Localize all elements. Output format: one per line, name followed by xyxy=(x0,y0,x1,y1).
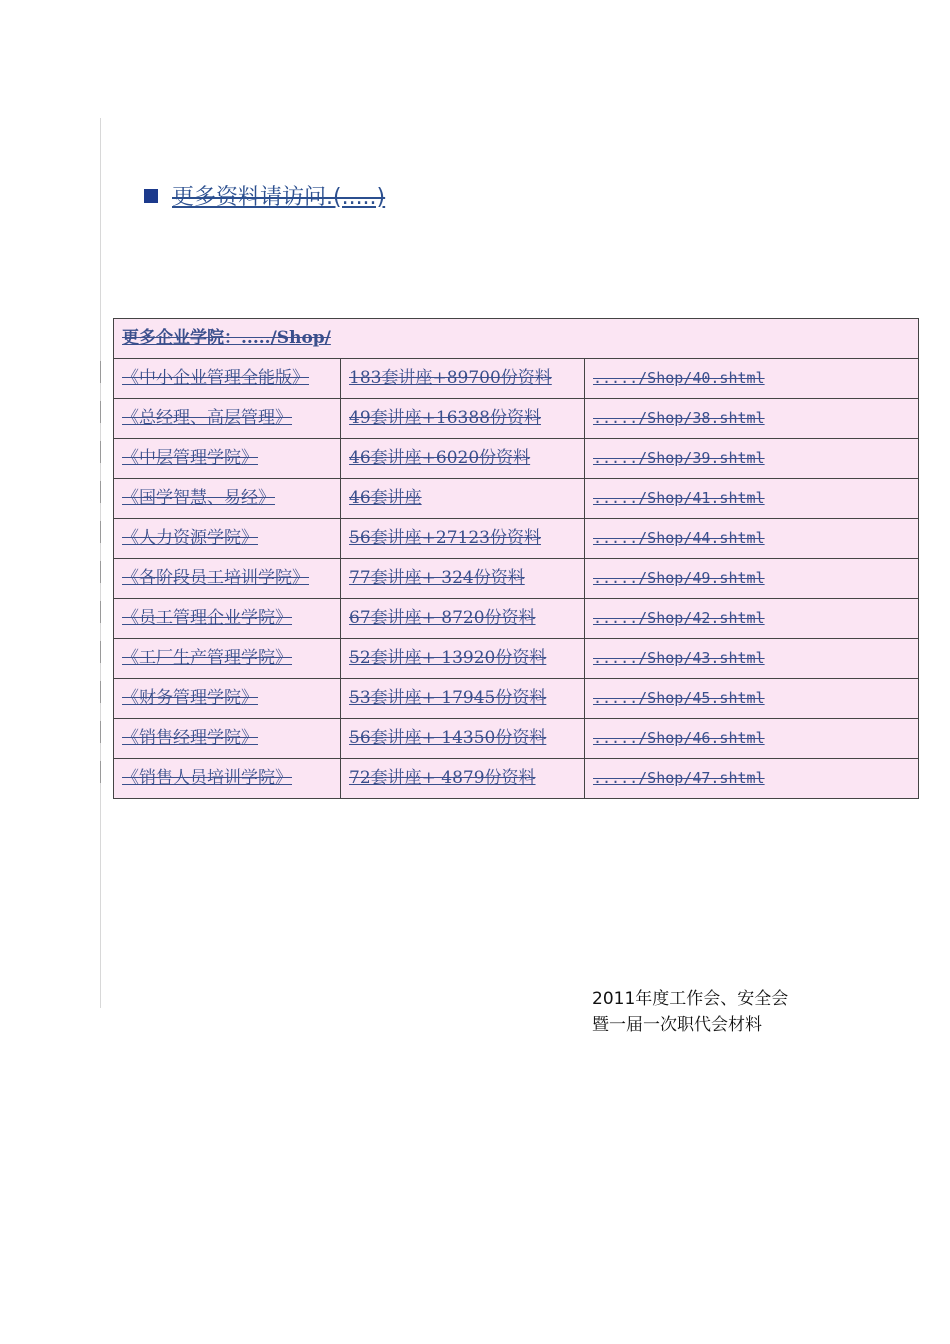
table-cell-resources xyxy=(341,399,585,439)
table-cell-url xyxy=(585,759,919,799)
table-cell-url xyxy=(585,559,919,599)
table-cell-resources xyxy=(341,599,585,639)
shop-url-link[interactable]: ...../Shop/39.shtml xyxy=(593,449,765,467)
table-cell-name xyxy=(114,639,341,679)
course-name-link[interactable]: 《国学智慧、易经》 xyxy=(122,488,275,508)
table-cell-name xyxy=(114,599,341,639)
course-name-link[interactable]: 《销售经理学院》 xyxy=(122,728,258,748)
table-cell-resources xyxy=(341,719,585,759)
document-title-line-2: 暨一届一次职代会材料 xyxy=(592,1015,762,1035)
table-row xyxy=(114,559,919,599)
margin-tick xyxy=(100,481,101,503)
shop-url-link[interactable]: ...../Shop/43.shtml xyxy=(593,649,765,667)
margin-tick xyxy=(100,361,101,383)
table-row xyxy=(114,719,919,759)
table-cell-name xyxy=(114,679,341,719)
table-cell-url xyxy=(585,479,919,519)
table-row xyxy=(114,639,919,679)
course-name-link[interactable]: 《中层管理学院》 xyxy=(122,448,258,468)
resource-count-link[interactable]: 46套讲座+6020份资料 xyxy=(349,448,531,468)
more-info-bullet xyxy=(144,180,385,211)
table-cell-resources xyxy=(341,519,585,559)
shop-url-link[interactable]: ...../Shop/44.shtml xyxy=(593,529,765,547)
shop-url-link[interactable]: ...../Shop/42.shtml xyxy=(593,609,765,627)
margin-tick xyxy=(100,641,101,663)
table-row xyxy=(114,399,919,439)
document-title xyxy=(592,986,788,1038)
table-row xyxy=(114,479,919,519)
resource-count-link[interactable]: 67套讲座+ 8720份资料 xyxy=(349,608,536,628)
table-cell-resources xyxy=(341,639,585,679)
margin-tick xyxy=(100,561,101,583)
table-row xyxy=(114,759,919,799)
margin-tick xyxy=(100,761,101,783)
resource-count-link[interactable]: 46套讲座 xyxy=(349,488,422,508)
table-cell-url xyxy=(585,719,919,759)
margin-tick xyxy=(100,521,101,543)
margin-tick xyxy=(100,441,101,463)
table-cell-resources xyxy=(341,479,585,519)
resource-count-link[interactable]: 56套讲座+ 14350份资料 xyxy=(349,728,547,748)
table-cell-url xyxy=(585,679,919,719)
shop-url-link[interactable]: ...../Shop/38.shtml xyxy=(593,409,765,427)
table-row xyxy=(114,519,919,559)
table-cell-url xyxy=(585,439,919,479)
table-cell-resources xyxy=(341,559,585,599)
table-row xyxy=(114,439,919,479)
margin-tick xyxy=(100,721,101,743)
table-cell-name xyxy=(114,759,341,799)
margin-tick xyxy=(100,401,101,423)
document-title-line-1: 2011年度工作会、安全会 xyxy=(592,989,789,1009)
table-cell-url xyxy=(585,359,919,399)
table-cell-name xyxy=(114,479,341,519)
course-name-link[interactable]: 《中小企业管理全能版》 xyxy=(122,368,309,388)
shop-url-link[interactable]: ...../Shop/41.shtml xyxy=(593,489,765,507)
table-cell-name xyxy=(114,519,341,559)
table-cell-name xyxy=(114,559,341,599)
margin-tick xyxy=(100,681,101,703)
resource-count-link[interactable]: 77套讲座+ 324份资料 xyxy=(349,568,525,588)
resource-count-link[interactable]: 52套讲座+ 13920份资料 xyxy=(349,648,547,668)
resource-count-link[interactable]: 183套讲座+89700份资料 xyxy=(349,368,552,388)
table-row xyxy=(114,599,919,639)
table-cell-url xyxy=(585,639,919,679)
course-name-link[interactable]: 《工厂生产管理学院》 xyxy=(122,648,292,668)
shop-table xyxy=(113,318,919,799)
shop-table-header-cell xyxy=(114,319,919,359)
table-cell-name xyxy=(114,439,341,479)
course-name-link[interactable]: 《总经理、高层管理》 xyxy=(122,408,292,428)
course-name-link[interactable]: 《销售人员培训学院》 xyxy=(122,768,292,788)
shop-url-link[interactable]: ...../Shop/49.shtml xyxy=(593,569,765,587)
table-cell-resources xyxy=(341,359,585,399)
resource-count-link[interactable]: 56套讲座+27123份资料 xyxy=(349,528,541,548)
table-cell-url xyxy=(585,599,919,639)
table-cell-url xyxy=(585,519,919,559)
table-cell-name xyxy=(114,359,341,399)
table-cell-name xyxy=(114,399,341,439)
shop-url-link[interactable]: ...../Shop/40.shtml xyxy=(593,369,765,387)
course-name-link[interactable]: 《员工管理企业学院》 xyxy=(122,608,292,628)
course-name-link[interactable]: 《人力资源学院》 xyxy=(122,528,258,548)
table-row xyxy=(114,679,919,719)
margin-tick xyxy=(100,601,101,623)
table-cell-url xyxy=(585,399,919,439)
resource-count-link[interactable]: 53套讲座+ 17945份资料 xyxy=(349,688,547,708)
shop-header-link[interactable]: 更多企业学院：...../Shop/ xyxy=(122,328,331,348)
square-bullet-icon xyxy=(144,189,158,203)
table-cell-resources xyxy=(341,679,585,719)
table-cell-resources xyxy=(341,439,585,479)
shop-url-link[interactable]: ...../Shop/47.shtml xyxy=(593,769,765,787)
course-name-link[interactable]: 《各阶段员工培训学院》 xyxy=(122,568,309,588)
table-cell-resources xyxy=(341,759,585,799)
shop-url-link[interactable]: ...../Shop/45.shtml xyxy=(593,689,765,707)
table-cell-name xyxy=(114,719,341,759)
course-name-link[interactable]: 《财务管理学院》 xyxy=(122,688,258,708)
shop-url-link[interactable]: ...../Shop/46.shtml xyxy=(593,729,765,747)
table-row xyxy=(114,359,919,399)
resource-count-link[interactable]: 72套讲座+ 4879份资料 xyxy=(349,768,536,788)
resource-count-link[interactable]: 49套讲座+16388份资料 xyxy=(349,408,541,428)
more-info-link[interactable]: 更多资料请访问.(.....) xyxy=(172,185,386,210)
shop-table-header-row xyxy=(114,319,919,359)
